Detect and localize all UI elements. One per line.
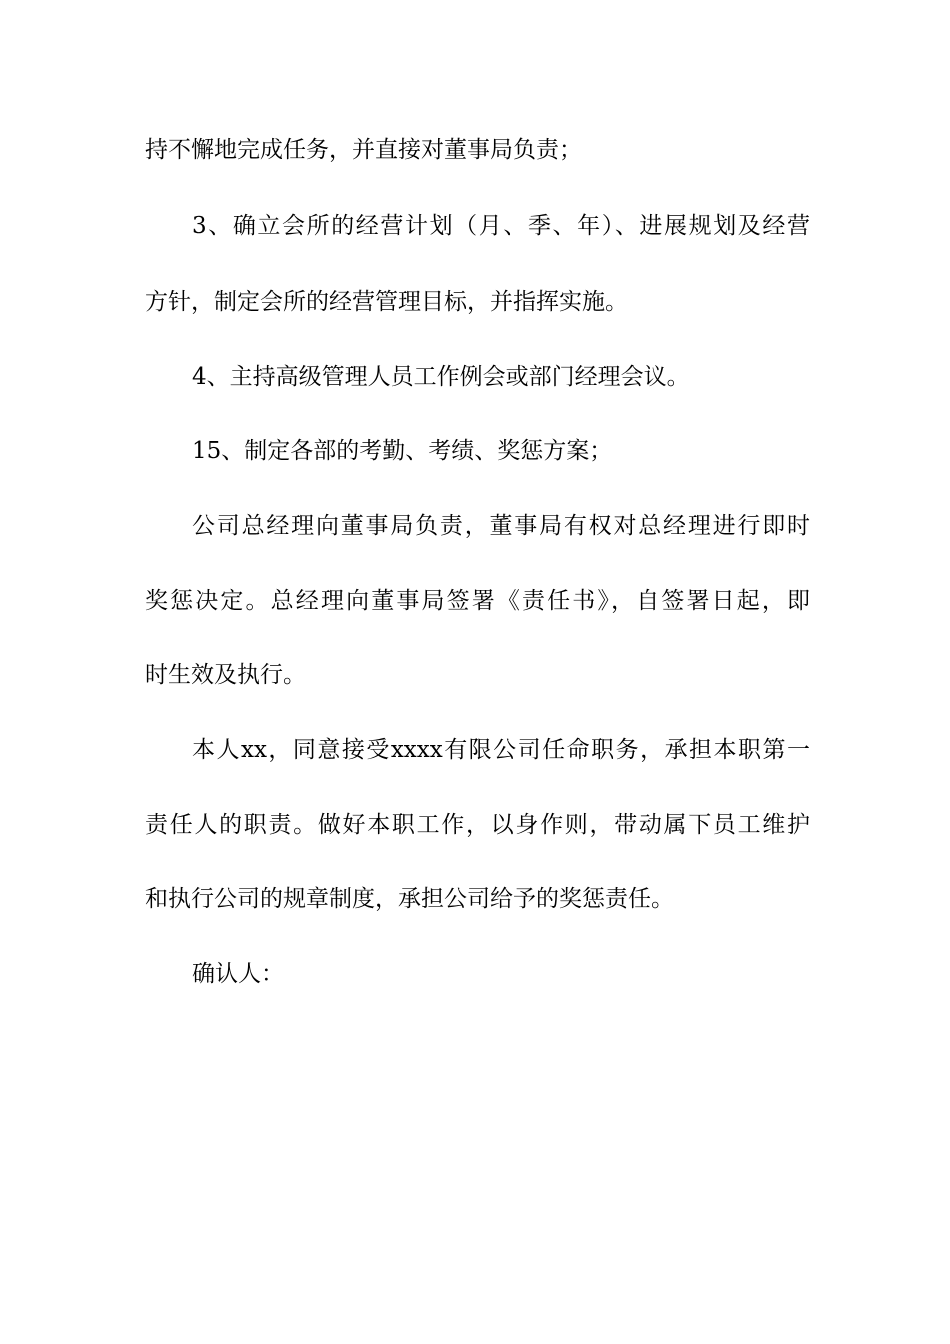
text-line: 确认人： (192, 961, 284, 987)
text-line: 公司总经理向董事局负责，董事局有权对总经理进行即时 (192, 513, 810, 539)
text-line: 3、确立会所的经营计划（月、季、年）、进展规划及经营 (192, 213, 810, 239)
text-line: 15、制定各部的考勤、考绩、奖惩方案； (192, 438, 613, 464)
text-line: 4、主持高级管理人员工作例会或部门经理会议。 (192, 364, 690, 390)
text-line: 本人xx，同意接受xxxx有限公司任命职务，承担本职第一 (192, 737, 810, 763)
text-line: 方针，制定会所的经营管理目标，并指挥实施。 (145, 289, 628, 315)
text-line: 持不懈地完成任务，并直接对董事局负责； (145, 137, 582, 163)
text-line: 和执行公司的规章制度，承担公司给予的奖惩责任。 (145, 886, 674, 912)
text-line: 责任人的职责。做好本职工作，以身作则，带动属下员工维护 (145, 812, 810, 838)
text-line: 时生效及执行。 (145, 662, 306, 688)
text-line: 奖惩决定。总经理向董事局签署《责任书》，自签署日起，即 (145, 588, 810, 614)
